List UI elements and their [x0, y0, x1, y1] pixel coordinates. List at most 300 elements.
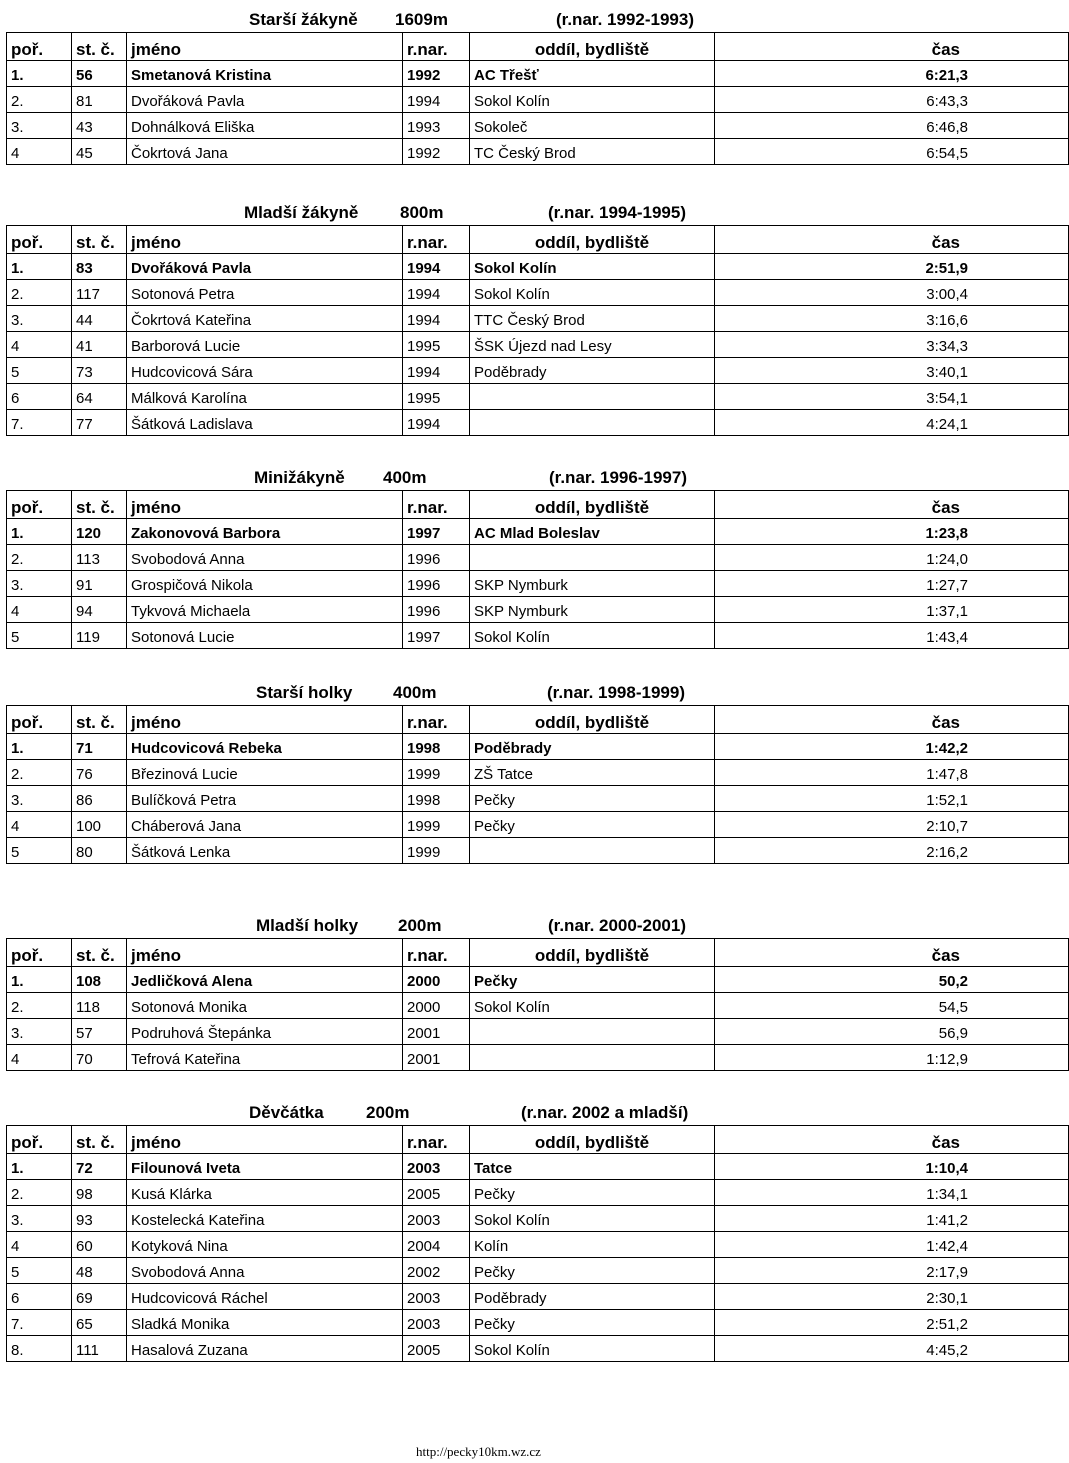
cell-st: 111: [72, 1336, 127, 1362]
cell-oddil: Sokol Kolín: [470, 1336, 715, 1362]
cell-rnar: 1999: [403, 760, 470, 786]
table-row: [7, 786, 1069, 812]
cell-jmeno: Málková Karolína: [127, 384, 403, 410]
table-row: [7, 760, 1069, 786]
cell-jmeno: Dvořáková Pavla: [127, 254, 403, 280]
header-rnar: r.nar.: [403, 706, 470, 734]
cell-jmeno: Hudcovicová Sára: [127, 358, 403, 384]
cell-cas: 2:51,9: [715, 254, 1069, 280]
cell-jmeno: Hasalová Zuzana: [127, 1336, 403, 1362]
table-row: [7, 139, 1069, 165]
cell-rnar: 1997: [403, 519, 470, 545]
cell-jmeno: Zakonovová Barbora: [127, 519, 403, 545]
cell-st: 56: [72, 61, 127, 87]
cell-rnar: 1994: [403, 280, 470, 306]
cell-rnar: 1994: [403, 87, 470, 113]
cell-rnar: 1992: [403, 139, 470, 165]
cell-st: 86: [72, 786, 127, 812]
cell-cas: 6:46,8: [715, 113, 1069, 139]
cell-oddil: Sokol Kolín: [470, 254, 715, 280]
cell-oddil: SKP Nymburk: [470, 571, 715, 597]
cell-por: 2.: [7, 545, 72, 571]
cell-oddil: Pečky: [470, 1258, 715, 1284]
cell-oddil: Poděbrady: [470, 1284, 715, 1310]
cell-por: 4: [7, 1232, 72, 1258]
cell-jmeno: Tefrová Kateřina: [127, 1045, 403, 1071]
cell-rnar: 1995: [403, 384, 470, 410]
cell-st: 43: [72, 113, 127, 139]
cell-st: 93: [72, 1206, 127, 1232]
cell-rnar: 2000: [403, 967, 470, 993]
cell-st: 65: [72, 1310, 127, 1336]
table-row: [7, 1180, 1069, 1206]
cell-cas: 1:43,4: [715, 623, 1069, 649]
cell-jmeno: Jedličková Alena: [127, 967, 403, 993]
header-por: poř.: [7, 939, 72, 967]
results-table: [6, 705, 1069, 864]
cell-cas: 1:23,8: [715, 519, 1069, 545]
section-years: (r.nar. 1996-1997): [549, 468, 687, 487]
cell-cas: 1:52,1: [715, 786, 1069, 812]
table-row: [7, 812, 1069, 838]
cell-rnar: 1994: [403, 358, 470, 384]
section-title: [0, 1099, 960, 1125]
cell-cas: 6:43,3: [715, 87, 1069, 113]
cell-jmeno: Čokrtová Kateřina: [127, 306, 403, 332]
section-years: (r.nar. 1998-1999): [547, 683, 685, 702]
header-jmeno: jméno: [127, 491, 403, 519]
cell-por: 8.: [7, 1336, 72, 1362]
cell-rnar: 2005: [403, 1336, 470, 1362]
cell-cas: 3:40,1: [715, 358, 1069, 384]
cell-rnar: 1994: [403, 410, 470, 436]
cell-jmeno: Šátková Ladislava: [127, 410, 403, 436]
cell-oddil: Pečky: [470, 786, 715, 812]
cell-por: 7.: [7, 1310, 72, 1336]
cell-jmeno: Cháberová Jana: [127, 812, 403, 838]
cell-st: 41: [72, 332, 127, 358]
cell-st: 113: [72, 545, 127, 571]
cell-st: 72: [72, 1154, 127, 1180]
table-row: [7, 1284, 1069, 1310]
cell-por: 1.: [7, 254, 72, 280]
cell-por: 4: [7, 597, 72, 623]
cell-por: 3.: [7, 1019, 72, 1045]
table-row: [7, 597, 1069, 623]
cell-jmeno: Dvořáková Pavla: [127, 87, 403, 113]
cell-jmeno: Hudcovicová Ráchel: [127, 1284, 403, 1310]
cell-cas: 56,9: [715, 1019, 1069, 1045]
cell-por: 4: [7, 332, 72, 358]
cell-jmeno: Kostelecká Kateřina: [127, 1206, 403, 1232]
section-distance: 400m: [383, 468, 427, 487]
cell-st: 83: [72, 254, 127, 280]
cell-oddil: [470, 410, 715, 436]
cell-por: 2.: [7, 87, 72, 113]
cell-cas: 1:42,4: [715, 1232, 1069, 1258]
cell-oddil: Sokol Kolín: [470, 1206, 715, 1232]
cell-por: 5: [7, 1258, 72, 1284]
cell-por: 4: [7, 812, 72, 838]
table-header-row: [7, 1126, 1069, 1154]
cell-jmeno: Svobodová Anna: [127, 1258, 403, 1284]
cell-por: 3.: [7, 113, 72, 139]
cell-cas: 2:51,2: [715, 1310, 1069, 1336]
section-years: (r.nar. 1994-1995): [548, 203, 686, 222]
header-cas: čas: [715, 1126, 1069, 1154]
cell-oddil: Kolín: [470, 1232, 715, 1258]
cell-oddil: [470, 1045, 715, 1071]
section-years: (r.nar. 2000-2001): [548, 916, 686, 935]
cell-oddil: Sokol Kolín: [470, 623, 715, 649]
cell-oddil: Pečky: [470, 1180, 715, 1206]
cell-st: 73: [72, 358, 127, 384]
cell-st: 70: [72, 1045, 127, 1071]
cell-rnar: 2001: [403, 1045, 470, 1071]
cell-oddil: ŠSK Újezd nad Lesy: [470, 332, 715, 358]
results-section: [0, 6, 968, 165]
results-table: [6, 32, 1069, 165]
header-st: st. č.: [72, 706, 127, 734]
results-table: [6, 490, 1069, 649]
table-header-row: [7, 491, 1069, 519]
cell-oddil: TC Český Brod: [470, 139, 715, 165]
cell-oddil: Tatce: [470, 1154, 715, 1180]
table-row: [7, 1019, 1069, 1045]
table-row: [7, 1206, 1069, 1232]
cell-rnar: 1999: [403, 812, 470, 838]
cell-st: 98: [72, 1180, 127, 1206]
cell-oddil: Pečky: [470, 812, 715, 838]
cell-cas: 54,5: [715, 993, 1069, 1019]
section-years: (r.nar. 2002 a mladší): [521, 1103, 689, 1122]
cell-rnar: 2000: [403, 993, 470, 1019]
cell-cas: 1:34,1: [715, 1180, 1069, 1206]
section-title: [0, 199, 960, 225]
cell-st: 48: [72, 1258, 127, 1284]
header-st: st. č.: [72, 939, 127, 967]
cell-st: 120: [72, 519, 127, 545]
cell-por: 5: [7, 623, 72, 649]
table-row: [7, 61, 1069, 87]
cell-jmeno: Kusá Klárka: [127, 1180, 403, 1206]
header-st: st. č.: [72, 226, 127, 254]
cell-oddil: Pečky: [470, 967, 715, 993]
header-cas: čas: [715, 706, 1069, 734]
table-row: [7, 993, 1069, 1019]
cell-por: 3.: [7, 306, 72, 332]
table-row: [7, 306, 1069, 332]
cell-cas: 1:42,2: [715, 734, 1069, 760]
table-header-row: [7, 939, 1069, 967]
cell-rnar: 2003: [403, 1154, 470, 1180]
cell-rnar: 1994: [403, 254, 470, 280]
cell-cas: 4:24,1: [715, 410, 1069, 436]
section-title: [0, 912, 960, 938]
cell-rnar: 1996: [403, 571, 470, 597]
cell-cas: 3:54,1: [715, 384, 1069, 410]
cell-por: 2.: [7, 993, 72, 1019]
cell-oddil: Poděbrady: [470, 734, 715, 760]
header-por: poř.: [7, 226, 72, 254]
header-st: st. č.: [72, 491, 127, 519]
cell-st: 100: [72, 812, 127, 838]
cell-st: 45: [72, 139, 127, 165]
cell-cas: 4:45,2: [715, 1336, 1069, 1362]
cell-st: 108: [72, 967, 127, 993]
header-jmeno: jméno: [127, 226, 403, 254]
cell-por: 6: [7, 1284, 72, 1310]
cell-por: 5: [7, 358, 72, 384]
cell-oddil: Sokol Kolín: [470, 280, 715, 306]
cell-por: 7.: [7, 410, 72, 436]
table-row: [7, 545, 1069, 571]
table-row: [7, 280, 1069, 306]
cell-por: 5: [7, 838, 72, 864]
table-row: [7, 623, 1069, 649]
cell-jmeno: Sotonová Petra: [127, 280, 403, 306]
cell-st: 76: [72, 760, 127, 786]
section-category: Mladší holky: [256, 916, 359, 935]
table-row: [7, 734, 1069, 760]
cell-st: 44: [72, 306, 127, 332]
cell-jmeno: Smetanová Kristina: [127, 61, 403, 87]
section-distance: 200m: [366, 1103, 410, 1122]
cell-rnar: 2003: [403, 1284, 470, 1310]
header-oddil: oddíl, bydliště: [470, 33, 715, 61]
cell-st: 81: [72, 87, 127, 113]
header-cas: čas: [715, 226, 1069, 254]
section-category: Starší žákyně: [249, 10, 358, 29]
cell-por: 1.: [7, 734, 72, 760]
cell-por: 1.: [7, 1154, 72, 1180]
cell-cas: 1:47,8: [715, 760, 1069, 786]
cell-oddil: SKP Nymburk: [470, 597, 715, 623]
header-rnar: r.nar.: [403, 33, 470, 61]
header-oddil: oddíl, bydliště: [470, 226, 715, 254]
cell-rnar: 1994: [403, 306, 470, 332]
table-row: [7, 384, 1069, 410]
results-section: [0, 1099, 968, 1362]
cell-st: 57: [72, 1019, 127, 1045]
table-row: [7, 519, 1069, 545]
cell-rnar: 2004: [403, 1232, 470, 1258]
cell-rnar: 1999: [403, 838, 470, 864]
cell-jmeno: Šátková Lenka: [127, 838, 403, 864]
footer-url: http://pecky10km.wz.cz: [416, 1444, 541, 1459]
section-title: [0, 679, 960, 705]
cell-por: 1.: [7, 519, 72, 545]
table-row: [7, 358, 1069, 384]
cell-rnar: 1996: [403, 597, 470, 623]
section-category: Mladší žákyně: [244, 203, 359, 222]
cell-rnar: 1998: [403, 734, 470, 760]
section-title: [0, 464, 960, 490]
cell-por: 4: [7, 1045, 72, 1071]
results-section: [0, 912, 968, 1071]
table-row: [7, 1232, 1069, 1258]
header-por: poř.: [7, 33, 72, 61]
table-header-row: [7, 33, 1069, 61]
cell-cas: 50,2: [715, 967, 1069, 993]
results-section: [0, 464, 968, 649]
section-category: Děvčátka: [249, 1103, 324, 1122]
cell-por: 3.: [7, 571, 72, 597]
cell-rnar: 1997: [403, 623, 470, 649]
cell-jmeno: Bulíčková Petra: [127, 786, 403, 812]
table-row: [7, 1258, 1069, 1284]
cell-jmeno: Čokrtová Jana: [127, 139, 403, 165]
table-row: [7, 1336, 1069, 1362]
table-row: [7, 410, 1069, 436]
cell-cas: 1:12,9: [715, 1045, 1069, 1071]
results-table: [6, 225, 1069, 436]
cell-rnar: 2005: [403, 1180, 470, 1206]
cell-rnar: 2002: [403, 1258, 470, 1284]
cell-cas: 2:17,9: [715, 1258, 1069, 1284]
cell-oddil: AC Mlad Boleslav: [470, 519, 715, 545]
cell-st: 94: [72, 597, 127, 623]
header-st: st. č.: [72, 1126, 127, 1154]
table-row: [7, 1045, 1069, 1071]
cell-cas: 3:34,3: [715, 332, 1069, 358]
header-cas: čas: [715, 491, 1069, 519]
cell-oddil: [470, 384, 715, 410]
cell-st: 64: [72, 384, 127, 410]
results-table: [6, 1125, 1069, 1362]
header-cas: čas: [715, 939, 1069, 967]
cell-jmeno: Filounová Iveta: [127, 1154, 403, 1180]
table-row: [7, 838, 1069, 864]
cell-cas: 1:10,4: [715, 1154, 1069, 1180]
cell-st: 118: [72, 993, 127, 1019]
results-table: [6, 938, 1069, 1071]
cell-jmeno: Grospičová Nikola: [127, 571, 403, 597]
cell-por: 2.: [7, 1180, 72, 1206]
header-cas: čas: [715, 33, 1069, 61]
table-row: [7, 571, 1069, 597]
cell-st: 71: [72, 734, 127, 760]
cell-oddil: Poděbrady: [470, 358, 715, 384]
cell-jmeno: Hudcovicová Rebeka: [127, 734, 403, 760]
cell-jmeno: Kotyková Nina: [127, 1232, 403, 1258]
cell-por: 1.: [7, 61, 72, 87]
cell-cas: 1:41,2: [715, 1206, 1069, 1232]
header-oddil: oddíl, bydliště: [470, 491, 715, 519]
cell-por: 3.: [7, 1206, 72, 1232]
header-por: poř.: [7, 706, 72, 734]
cell-cas: 3:16,6: [715, 306, 1069, 332]
header-rnar: r.nar.: [403, 1126, 470, 1154]
cell-cas: 1:37,1: [715, 597, 1069, 623]
header-por: poř.: [7, 1126, 72, 1154]
header-oddil: oddíl, bydliště: [470, 706, 715, 734]
cell-rnar: 2003: [403, 1310, 470, 1336]
cell-cas: 3:00,4: [715, 280, 1069, 306]
cell-jmeno: Podruhová Štepánka: [127, 1019, 403, 1045]
cell-oddil: AC Třešť: [470, 61, 715, 87]
cell-cas: 6:54,5: [715, 139, 1069, 165]
header-st: st. č.: [72, 33, 127, 61]
cell-rnar: 2003: [403, 1206, 470, 1232]
cell-st: 119: [72, 623, 127, 649]
table-row: [7, 113, 1069, 139]
results-section: [0, 199, 968, 436]
cell-cas: 1:24,0: [715, 545, 1069, 571]
cell-oddil: Sokol Kolín: [470, 993, 715, 1019]
cell-jmeno: Březinová Lucie: [127, 760, 403, 786]
cell-cas: 2:30,1: [715, 1284, 1069, 1310]
table-row: [7, 254, 1069, 280]
cell-oddil: [470, 545, 715, 571]
cell-rnar: 1993: [403, 113, 470, 139]
cell-oddil: [470, 1019, 715, 1045]
table-header-row: [7, 706, 1069, 734]
cell-jmeno: Tykvová Michaela: [127, 597, 403, 623]
section-title: [0, 6, 960, 32]
cell-st: 80: [72, 838, 127, 864]
cell-por: 6: [7, 384, 72, 410]
header-jmeno: jméno: [127, 33, 403, 61]
header-por: poř.: [7, 491, 72, 519]
header-jmeno: jméno: [127, 939, 403, 967]
cell-st: 69: [72, 1284, 127, 1310]
cell-rnar: 1996: [403, 545, 470, 571]
cell-por: 4: [7, 139, 72, 165]
cell-oddil: Sokol Kolín: [470, 87, 715, 113]
header-rnar: r.nar.: [403, 226, 470, 254]
cell-oddil: [470, 838, 715, 864]
cell-oddil: ZŠ Tatce: [470, 760, 715, 786]
cell-por: 2.: [7, 280, 72, 306]
section-years: (r.nar. 1992-1993): [556, 10, 694, 29]
cell-por: 1.: [7, 967, 72, 993]
header-jmeno: jméno: [127, 1126, 403, 1154]
table-row: [7, 87, 1069, 113]
section-distance: 1609m: [395, 10, 448, 29]
cell-jmeno: Sotonová Monika: [127, 993, 403, 1019]
cell-jmeno: Dohnálková Eliška: [127, 113, 403, 139]
cell-cas: 2:16,2: [715, 838, 1069, 864]
table-header-row: [7, 226, 1069, 254]
header-oddil: oddíl, bydliště: [470, 1126, 715, 1154]
cell-rnar: 1992: [403, 61, 470, 87]
header-rnar: r.nar.: [403, 939, 470, 967]
header-rnar: r.nar.: [403, 491, 470, 519]
cell-jmeno: Barborová Lucie: [127, 332, 403, 358]
cell-st: 117: [72, 280, 127, 306]
section-distance: 200m: [398, 916, 442, 935]
cell-st: 60: [72, 1232, 127, 1258]
cell-rnar: 1995: [403, 332, 470, 358]
cell-rnar: 2001: [403, 1019, 470, 1045]
cell-por: 2.: [7, 760, 72, 786]
cell-jmeno: Svobodová Anna: [127, 545, 403, 571]
table-row: [7, 967, 1069, 993]
cell-jmeno: Sladká Monika: [127, 1310, 403, 1336]
section-category: Starší holky: [256, 683, 353, 702]
cell-oddil: Pečky: [470, 1310, 715, 1336]
cell-st: 77: [72, 410, 127, 436]
cell-jmeno: Sotonová Lucie: [127, 623, 403, 649]
section-distance: 400m: [393, 683, 437, 702]
table-row: [7, 1310, 1069, 1336]
results-section: [0, 679, 968, 864]
section-category: Minižákyně: [254, 468, 345, 487]
cell-oddil: TTC Český Brod: [470, 306, 715, 332]
table-row: [7, 332, 1069, 358]
section-distance: 800m: [400, 203, 444, 222]
